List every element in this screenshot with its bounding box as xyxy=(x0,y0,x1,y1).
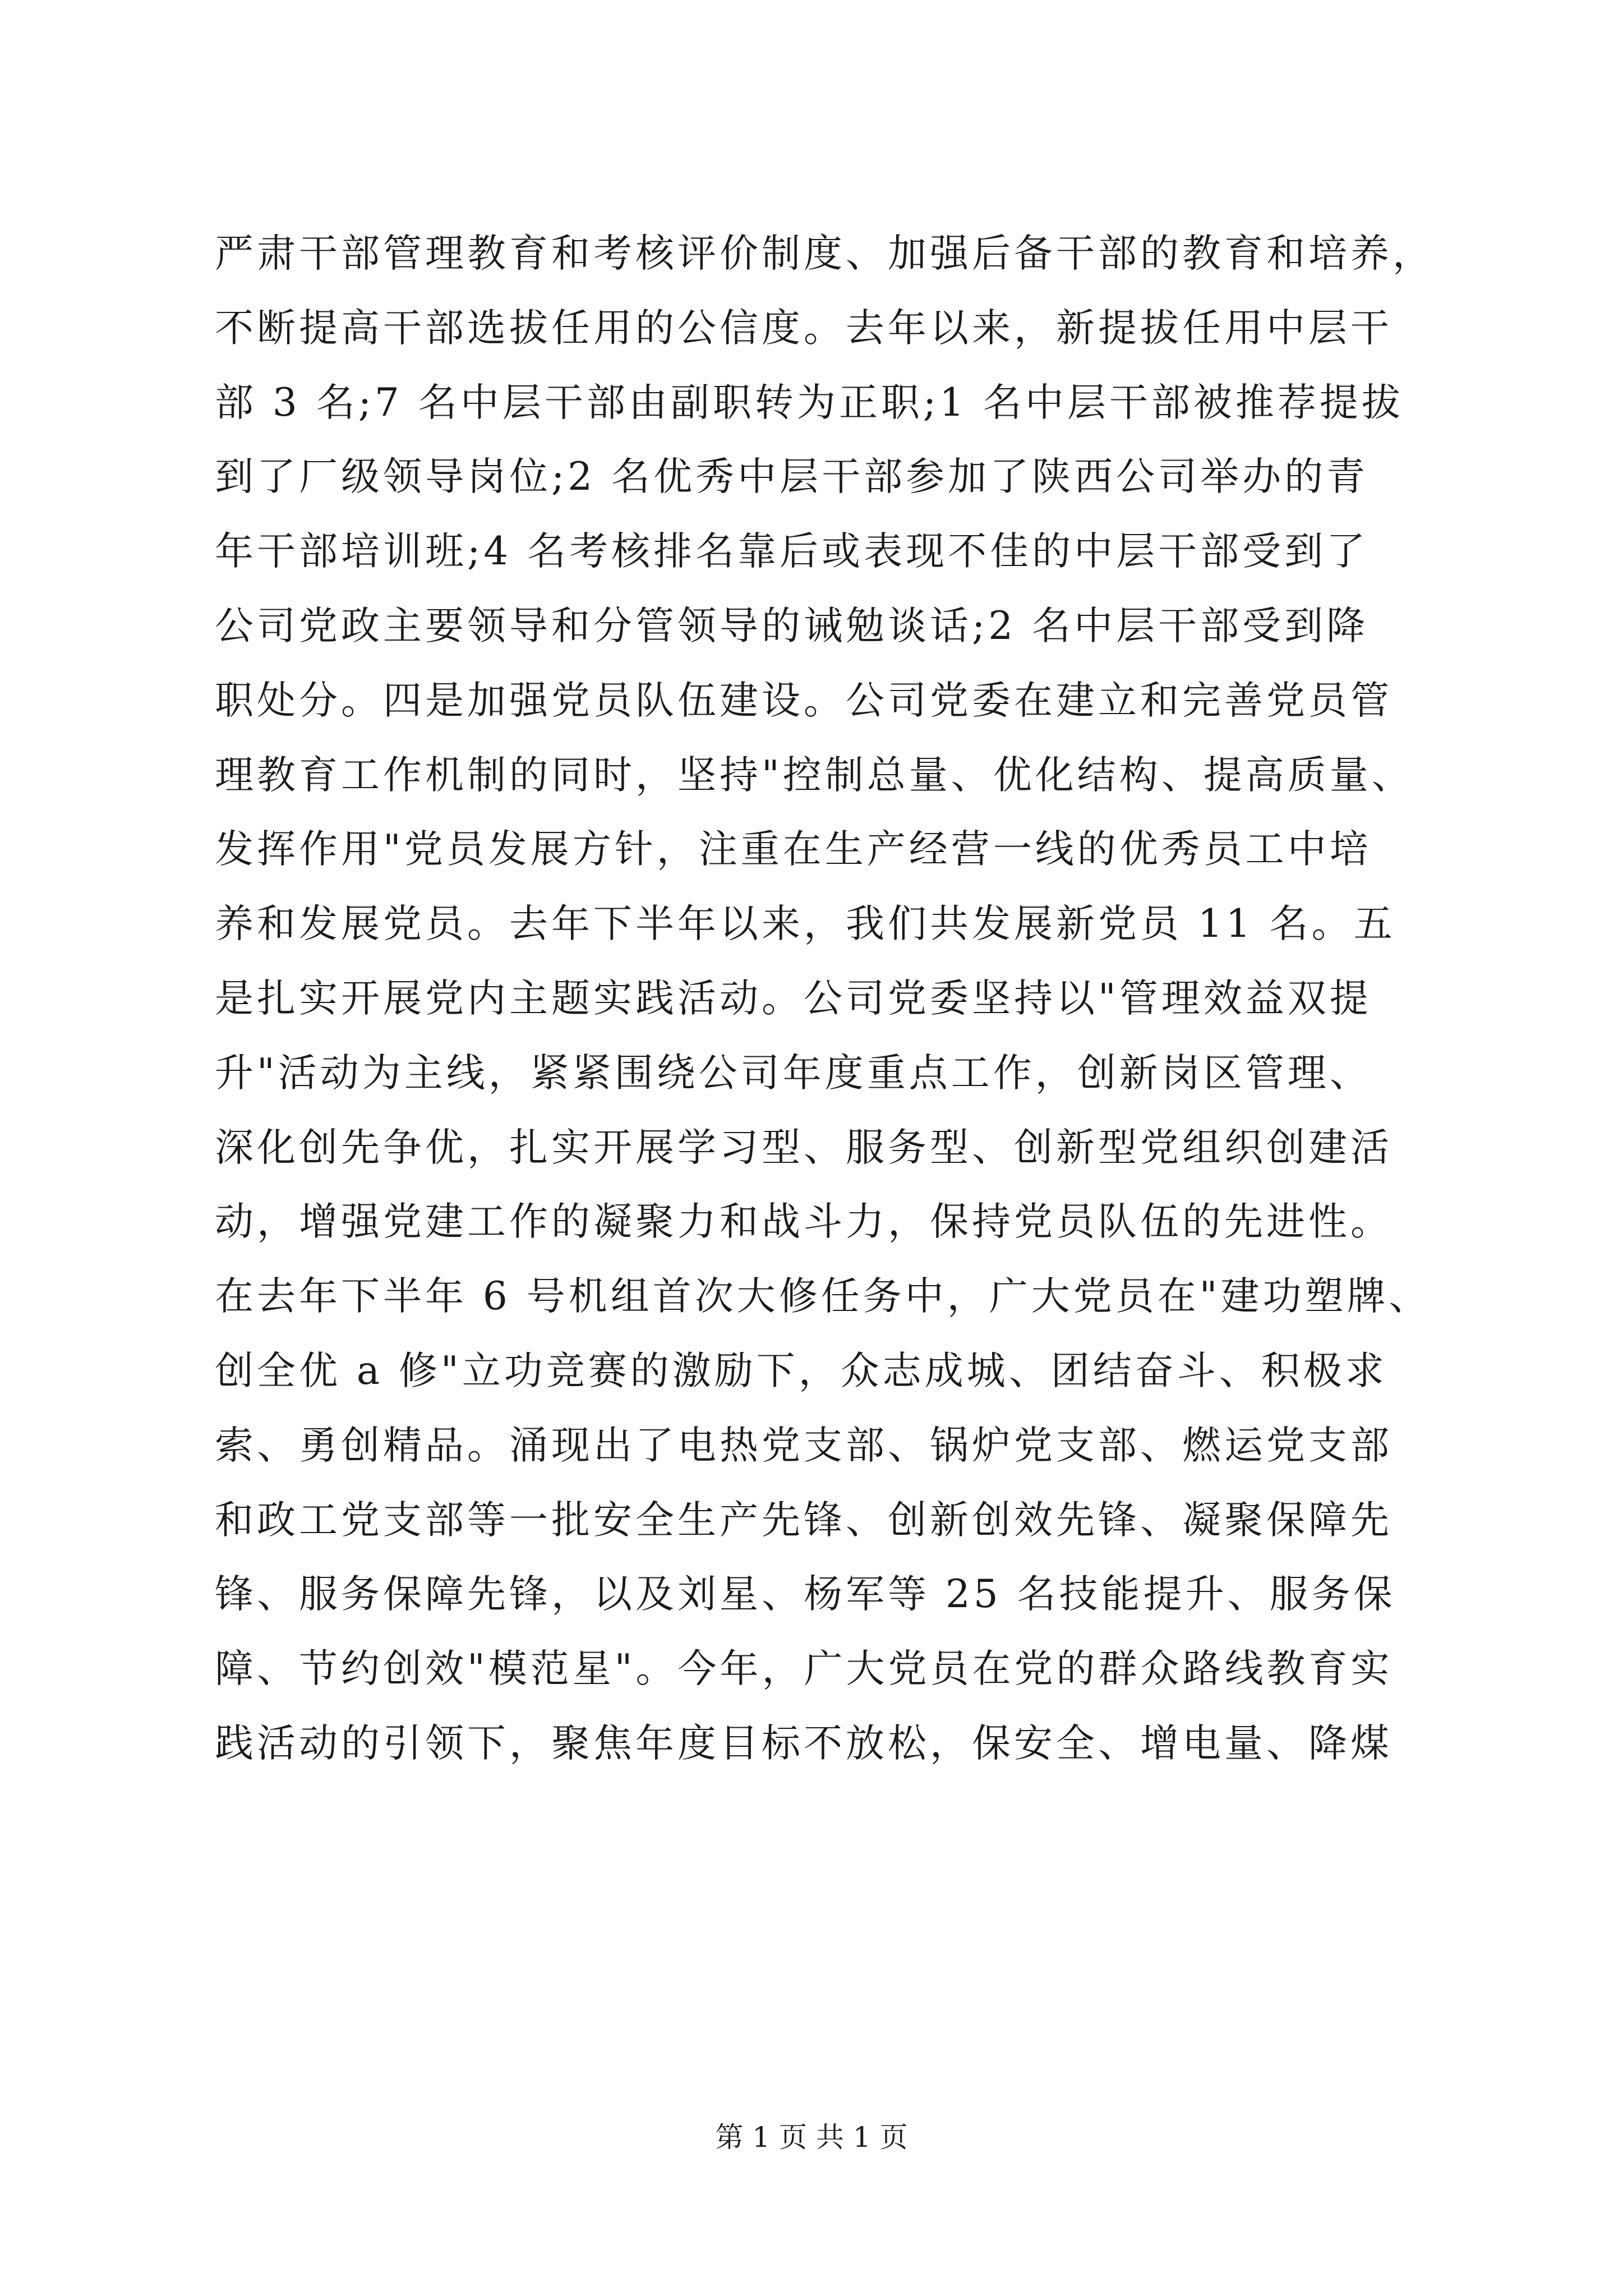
text-line: 障、节约创效"模范星"。今年，广大党员在党的群众路线教育实 xyxy=(215,1646,1393,1692)
text-line: 职处分。四是加强党员队伍建设。公司党委在建立和完善党员管 xyxy=(215,678,1393,723)
text-line: 深化创先争优，扎实开展学习型、服务型、创新型党组织创建活 xyxy=(215,1125,1393,1170)
text-line: 公司党政主要领导和分管领导的诫勉谈话;2 名中层干部受到降 xyxy=(215,603,1369,648)
text-line: 理教育工作机制的同时，坚持"控制总量、优化结构、提高质量、 xyxy=(215,752,1414,798)
text-line: 锋、服务保障先锋，以及刘星、杨军等 25 名技能提升、服务保 xyxy=(215,1572,1396,1617)
text-line: 不断提高干部选拔任用的公信度。去年以来，新提拔任用中层干 xyxy=(215,305,1393,351)
text-line: 创全优 a 修"立功竞赛的激励下，众志成城、团结奋斗、积极求 xyxy=(215,1348,1387,1393)
text-line: 和政工党支部等一批安全生产先锋、创新创效先锋、凝聚保障先 xyxy=(215,1497,1393,1543)
page-footer: 第 1 页 共 1 页 xyxy=(715,2121,908,2154)
text-line: 严肃干部管理教育和考核评价制度、加强后备干部的教育和培养， xyxy=(215,231,1435,276)
text-line: 是扎实开展党内主题实践活动。公司党委坚持以"管理效益双提 xyxy=(215,976,1372,1021)
text-line: 践活动的引领下，聚焦年度目标不放松，保安全、增电量、降煤 xyxy=(215,1720,1393,1766)
text-line: 部 3 名;7 名中层干部由副职转为正职;1 名中层干部被推荐提拔 xyxy=(215,380,1404,425)
text-line: 动，增强党建工作的凝聚力和战斗力，保持党员队伍的先进性。 xyxy=(215,1199,1393,1245)
text-line: 在去年下半年 6 号机组首次大修任务中，广大党员在"建功塑牌、 xyxy=(215,1274,1431,1319)
text-line: 养和发展党员。去年下半年以来，我们共发展新党员 11 名。五 xyxy=(215,901,1396,947)
text-line: 索、勇创精品。涌现出了电热党支部、锅炉党支部、燃运党支部 xyxy=(215,1423,1393,1468)
text-line: 年干部培训班;4 名考核排名靠后或表现不佳的中层干部受到了 xyxy=(215,529,1369,574)
text-line: 到了厂级领导岗位;2 名优秀中层干部参加了陕西公司举办的青 xyxy=(215,454,1369,500)
text-line: 发挥作用"党员发展方针，注重在生产经营一线的优秀员工中培 xyxy=(215,827,1372,872)
body-paragraph xyxy=(215,217,1460,1781)
text-line: 升"活动为主线，紧紧围绕公司年度重点工作，创新岗区管理、 xyxy=(215,1050,1372,1096)
